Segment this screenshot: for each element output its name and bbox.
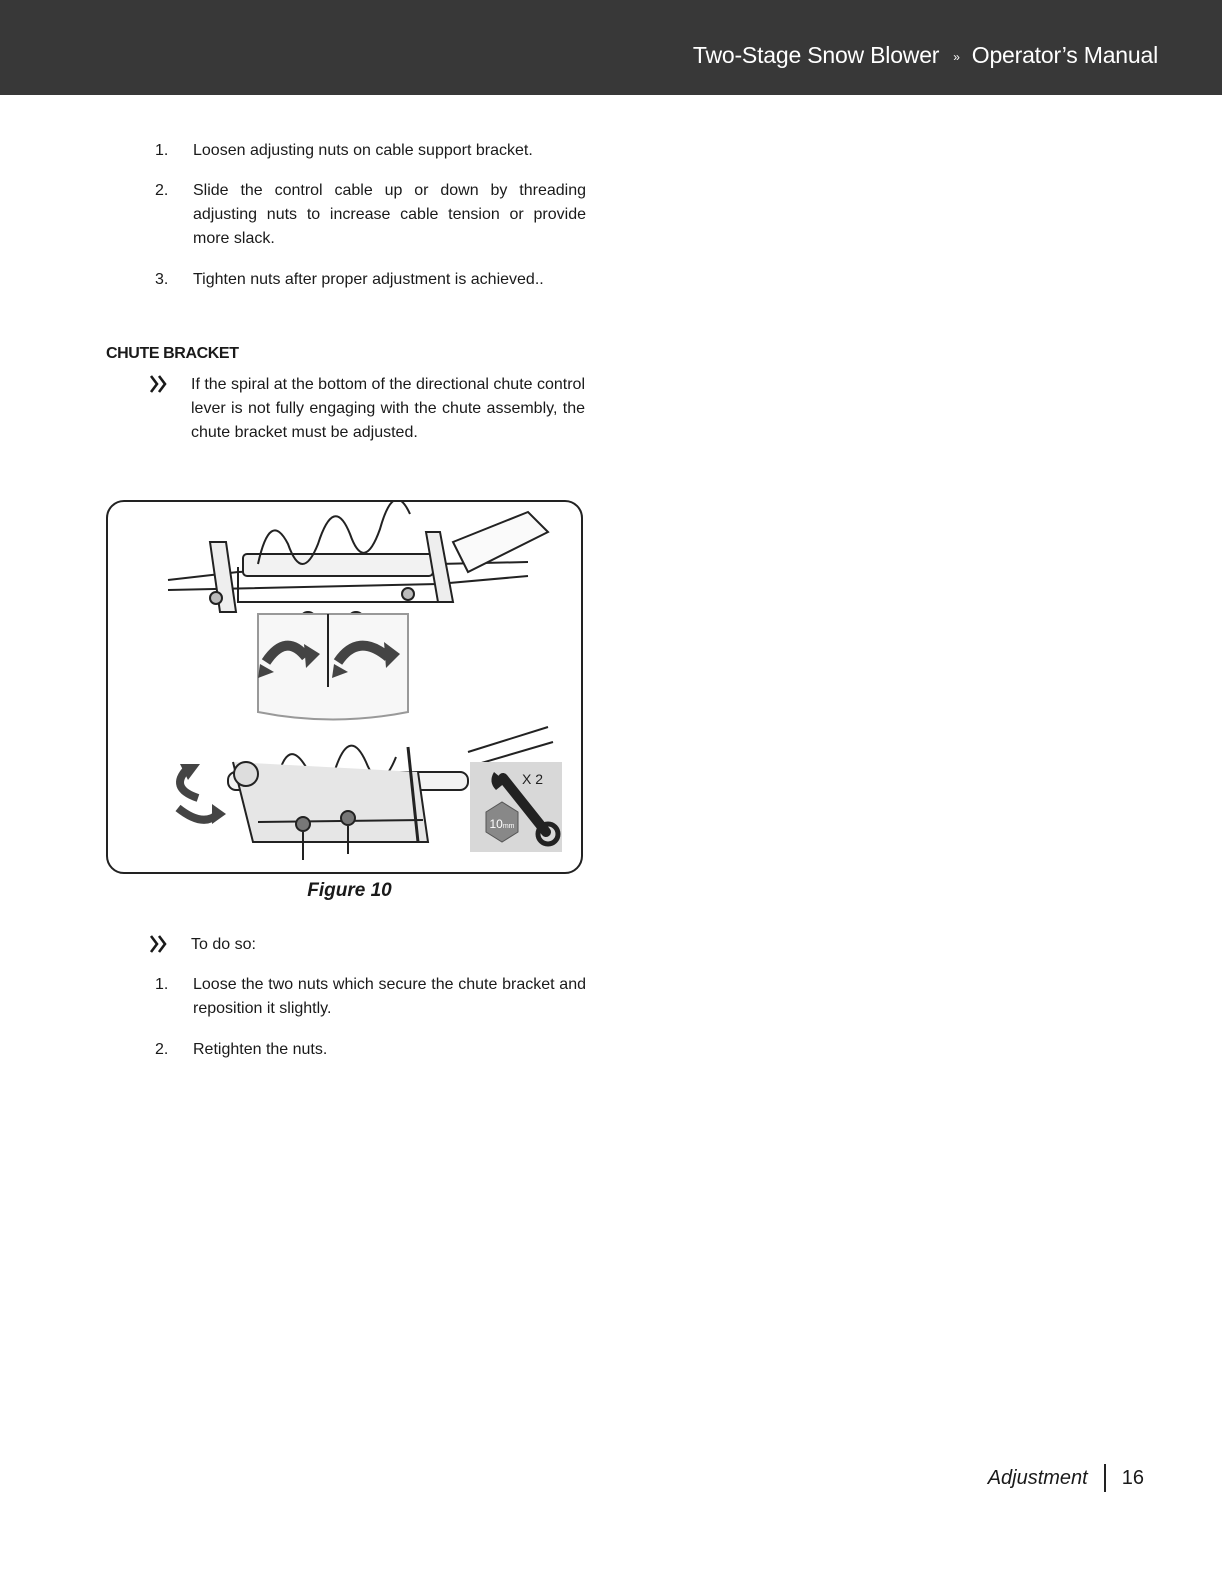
step-number: 2. bbox=[155, 182, 169, 199]
page-footer bbox=[988, 1464, 1144, 1492]
list-item bbox=[155, 973, 595, 1021]
wrench-size-unit: mm bbox=[502, 823, 515, 830]
double-chevron-icon bbox=[148, 933, 191, 960]
list-item bbox=[155, 1038, 595, 1062]
todo-label: To do so: bbox=[191, 936, 256, 953]
list-item bbox=[155, 268, 595, 292]
wrench-icon bbox=[470, 762, 562, 852]
reposition-arrows-icon bbox=[178, 764, 226, 824]
note-text: If the spiral at the bottom of the directional chute control lever is not fully engaging with the chute assembly, the chute bracket must be adjusted. bbox=[191, 376, 585, 441]
header-title bbox=[693, 42, 1158, 69]
step-text: Loose the two nuts which secure the chute bracket and reposition it slightly. bbox=[193, 976, 586, 1017]
step-text: Slide the control cable up or down by threading adjusting nuts to increase cable tension or provide more slack. bbox=[193, 182, 586, 247]
step-text: Retighten the nuts. bbox=[193, 1041, 328, 1058]
list-item bbox=[155, 179, 595, 251]
wrench-size-value: 10 bbox=[489, 817, 503, 831]
step-number: 2. bbox=[155, 1041, 169, 1058]
double-chevron-icon bbox=[148, 373, 191, 445]
figure-10-illustration bbox=[106, 500, 583, 874]
step-number: 1. bbox=[155, 142, 169, 159]
list-item bbox=[155, 139, 595, 163]
document-subtitle: Operator’s Manual bbox=[971, 42, 1158, 68]
step-text: Tighten nuts after proper adjustment is achieved.. bbox=[193, 271, 544, 288]
note bbox=[148, 373, 595, 445]
step-number: 3. bbox=[155, 271, 169, 288]
footer-divider bbox=[1104, 1464, 1106, 1492]
chute-bracket-top-view bbox=[168, 502, 548, 720]
step-number: 1. bbox=[155, 976, 169, 993]
page-number: 16 bbox=[1121, 1466, 1144, 1489]
section-heading: CHUTE BRACKET bbox=[106, 345, 239, 362]
footer-section-name: Adjustment bbox=[987, 1466, 1088, 1489]
document-title: Two-Stage Snow Blower bbox=[692, 42, 940, 68]
figure-caption: Figure 10 bbox=[307, 880, 392, 901]
quantity-label: X 2 bbox=[522, 771, 544, 787]
header-bar bbox=[0, 0, 1222, 95]
breadcrumb-separator: » bbox=[953, 49, 960, 64]
todo-note bbox=[148, 933, 595, 960]
step-text: Loosen adjusting nuts on cable support bracket. bbox=[193, 142, 533, 159]
